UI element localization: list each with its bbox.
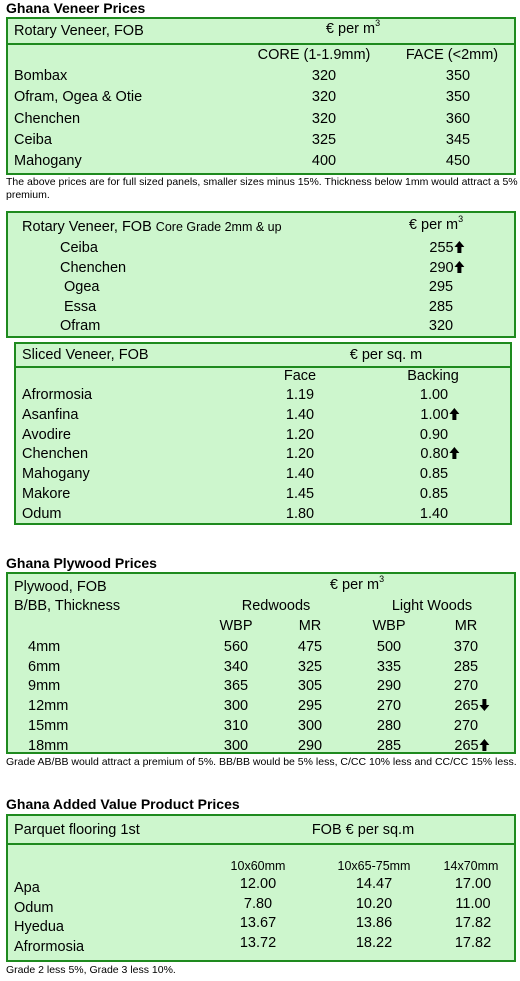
price: 14.47 [355, 876, 393, 892]
price: 12.00 [239, 876, 277, 892]
column-header-backing: Backing [407, 368, 459, 384]
price: 270 [453, 717, 479, 734]
species-name: Essa [64, 298, 97, 315]
species-name: Afrormosia [22, 387, 93, 403]
arrow-down-icon [480, 699, 490, 711]
price: 290 [297, 737, 323, 754]
price [429, 239, 464, 257]
price: 305 [297, 678, 323, 695]
added-value-heading: Ghana Added Value Product Prices [6, 796, 240, 812]
sliced-veneer-table [14, 342, 512, 525]
divider [8, 843, 514, 845]
price [429, 259, 464, 277]
species-name: Odum [14, 899, 54, 916]
price-value: 265 [454, 737, 479, 754]
face-price: 345 [445, 131, 471, 148]
group-header-light-woods: Light Woods [391, 598, 473, 614]
arrow-up-icon [450, 447, 460, 459]
price: 340 [223, 658, 249, 675]
species-name: Makore [22, 486, 71, 502]
core-price: 320 [311, 89, 337, 106]
price: 285 [376, 737, 402, 754]
table-label: Rotary Veneer, FOB Core Grade 2mm & up [22, 219, 282, 235]
price: 370 [453, 639, 479, 655]
species-name: Chenchen [60, 259, 127, 276]
veneer-heading: Ghana Veneer Prices [6, 0, 146, 16]
thickness: 4mm [28, 639, 61, 655]
price: 10.20 [355, 895, 393, 912]
table-label: Plywood, FOB [14, 579, 107, 595]
species-name: Ceiba [14, 131, 52, 148]
species-name: Ofram, Ogea & Otie [14, 89, 143, 106]
price: 270 [453, 678, 479, 695]
unit-label: FOB € per sq.m [311, 822, 415, 838]
price [454, 737, 489, 755]
thickness: 6mm [28, 658, 61, 675]
face-price: 350 [445, 68, 471, 84]
core-price: 325 [311, 131, 337, 148]
price: 475 [297, 639, 323, 655]
price: 300 [223, 737, 249, 754]
price: 18.22 [355, 934, 393, 951]
price [429, 298, 453, 316]
price: 17.82 [454, 915, 492, 932]
face-price: 1.45 [285, 486, 315, 502]
thickness: 12mm [28, 698, 69, 715]
face-price: 1.80 [285, 505, 315, 522]
face-price: 1.19 [285, 387, 315, 403]
backing-price [420, 465, 448, 483]
species-name: Afrormosia [14, 938, 85, 955]
backing-price-value: 1.40 [419, 505, 449, 522]
price: 290 [376, 678, 402, 695]
price [429, 278, 453, 296]
column-header: MR [454, 618, 478, 634]
table-label: Parquet flooring 1st [14, 822, 140, 838]
price: 7.80 [243, 895, 273, 912]
price: 13.86 [355, 915, 393, 932]
backing-price-value: 1.00 [420, 406, 449, 423]
arrow-up-icon [450, 408, 460, 420]
species-name: Chenchen [14, 110, 81, 127]
price-value: 255 [429, 240, 454, 256]
species-name: Bombax [14, 68, 68, 84]
price: 300 [223, 698, 249, 715]
column-header-core: CORE (1-1.9mm) [257, 47, 371, 63]
face-price: 1.40 [285, 466, 315, 483]
backing-price-value: 0.85 [419, 466, 449, 483]
arrow-up-icon [480, 739, 490, 751]
thickness: 9mm [28, 678, 61, 695]
price-value: 290 [429, 259, 454, 276]
column-header: 10x60mm [230, 859, 286, 873]
species-name: Odum [22, 505, 62, 522]
arrow-up-icon [455, 241, 465, 253]
species-name: Asanfina [22, 406, 79, 423]
price-value: 285 [428, 298, 454, 315]
face-price: 450 [445, 153, 471, 170]
price: 560 [223, 639, 249, 655]
price: 295 [297, 698, 323, 715]
backing-price-value: 1.00 [419, 387, 449, 403]
column-header: WBP [219, 618, 253, 634]
unit-label: € per $m^3$ [408, 214, 464, 233]
backing-price-value: 0.85 [419, 486, 449, 502]
face-price: 1.20 [285, 446, 315, 463]
price: 285 [453, 658, 479, 675]
rotary-core-table [6, 211, 516, 338]
backing-price [420, 386, 448, 404]
parquet-table [6, 814, 516, 962]
table-label-thickness: B/BB, Thickness [14, 598, 121, 614]
face-price: 360 [445, 110, 471, 127]
rotary-veneer-table [6, 17, 516, 175]
veneer-note: The above prices are for full sized panels, smaller sizes minus 15%. Thickness below 1mm would attract a 5% premium. [6, 176, 518, 201]
price: 365 [223, 678, 249, 695]
price-value: 265 [454, 698, 479, 715]
unit-label: € per $m^3$ [329, 574, 385, 593]
core-price: 320 [311, 68, 337, 84]
price: 11.00 [455, 895, 491, 912]
face-price: 1.20 [285, 426, 315, 443]
plywood-heading: Ghana Plywood Prices [6, 555, 157, 571]
thickness: 18mm [28, 737, 69, 754]
price: 13.67 [239, 915, 277, 932]
backing-price [420, 445, 459, 463]
species-name: Chenchen [22, 446, 89, 463]
table-label: Rotary Veneer, FOB [14, 23, 144, 39]
face-price: 350 [445, 89, 471, 106]
species-name: Ceiba [60, 240, 98, 256]
species-name: Ofram [60, 318, 101, 335]
added-value-note: Grade 2 less 5%, Grade 3 less 10%. [6, 964, 176, 976]
price: 270 [376, 698, 402, 715]
price-value: 320 [428, 318, 454, 335]
price-value: 295 [428, 279, 454, 296]
core-price: 400 [311, 153, 337, 170]
face-price: 1.40 [285, 406, 315, 423]
plywood-note: Grade AB/BB would attract a premium of 5%. BB/BB would be 5% less, C/CC 10% less and CC/CC 15% less. [6, 756, 517, 768]
core-price: 320 [311, 110, 337, 127]
unit-label: € per sq. m [349, 347, 423, 363]
backing-price-value: 0.90 [419, 426, 449, 443]
species-name: Hyedua [14, 919, 64, 936]
backing-price-value: 0.80 [420, 446, 449, 463]
backing-price [420, 485, 448, 503]
column-header: MR [298, 618, 322, 634]
column-header: WBP [372, 618, 406, 634]
group-header-redwoods: Redwoods [241, 598, 311, 614]
price: 335 [376, 658, 402, 675]
column-header-face: Face [283, 368, 317, 384]
price: 17.82 [454, 934, 492, 951]
column-header: 10x65-75mm [337, 859, 411, 873]
species-name: Ogea [64, 279, 100, 296]
species-name: Mahogany [14, 153, 82, 170]
thickness: 15mm [28, 717, 69, 734]
species-name: Avodire [22, 426, 71, 443]
price [454, 697, 489, 715]
backing-price [420, 406, 459, 424]
price: 280 [376, 717, 402, 734]
price: 500 [376, 639, 402, 655]
column-header: 14x70mm [443, 859, 499, 873]
column-header-face: FACE (<2mm) [405, 47, 499, 63]
unit-label: € per $m^3$ [325, 18, 381, 37]
price: 325 [297, 658, 323, 675]
price: 310 [223, 717, 249, 734]
price: 13.72 [239, 934, 277, 951]
backing-price [420, 505, 448, 523]
plywood-table [6, 572, 516, 754]
species-name: Mahogany [22, 466, 90, 483]
backing-price [420, 426, 448, 444]
table-label: Sliced Veneer, FOB [22, 347, 149, 363]
price: 17.00 [454, 876, 492, 892]
arrow-up-icon [455, 261, 465, 273]
price [429, 317, 453, 335]
price: 300 [297, 717, 323, 734]
divider [8, 43, 514, 45]
species-name: Apa [14, 880, 40, 896]
